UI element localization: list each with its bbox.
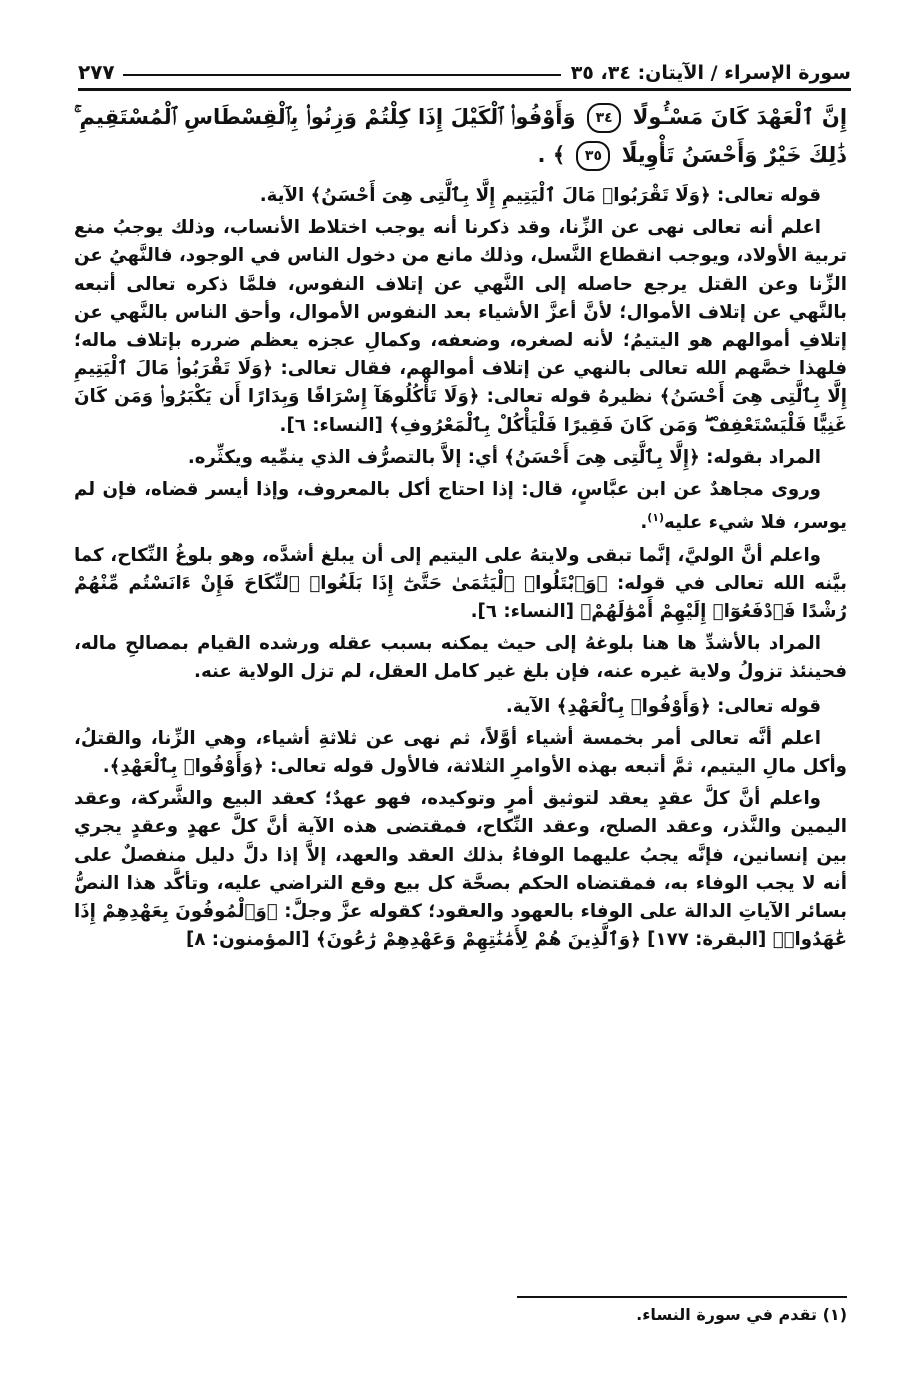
paragraph-text: وروى مجاهدٌ عن ابن عبَّاسٍ، قال: إذا احتاج أكل بالمعروف، وإذا أيسر قضاه، فإن لم يوسر، فلا شيء عليه <box>74 479 847 534</box>
paragraph-text: قوله تعالى: ﴿وَأَوْفُوا۟ بِٱلْعَهْدِ﴾ الآية. <box>505 695 821 717</box>
page-body <box>74 98 847 958</box>
running-title: سورة الإسراء / الآيتان: ٣٤، ٣٥ <box>570 62 851 84</box>
footnote-rule <box>517 1296 847 1298</box>
paragraph-text: واعلم أنَّ كلَّ عقدٍ يعقد لتوثيق أمرٍ وتوكيده، فهو عهدٌ؛ كعقد البيع والشَّركة، وعقد اليمين والنَّذر، وعقد الصلح، وعقد النِّكاح، فمقتضى هذه الآية أنَّ كلَّ عهدٍ وعقدٍ يجري بين إنسانين، فإنَّه يجبُ عليهما الوفاءُ بذلك العقد والعهد، إلاَّ إذا دلَّ دليل منفصلٌ على أنه لا يجب الوفاء به، فمقتضاه الحكم بصحَّة كل بيع وقع التراضي عليه، وتأكَّد هذا النصُّ بسائر الآياتِ الدالة على الوفاء بالعهود والعقود؛ كقوله عزَّ وجلَّ: ﴿وَٱلْمُوفُونَ بِعَهْدِهِمْ إِذَا عَٰهَدُوا۟﴾ [البقرة: ١٧٧] ﴿وَٱلَّذِينَ هُمْ لِأَمَٰنَٰتِهِمْ وَعَهْدِهِمْ رَٰعُونَ﴾ [المؤمنون: ٨] <box>74 788 847 951</box>
commentary-paragraph <box>74 725 847 781</box>
commentary-paragraph <box>74 444 847 472</box>
commentary-heading <box>74 693 847 721</box>
ayah-number-marker: ٣٥ <box>576 141 610 171</box>
commentary-paragraph <box>74 630 847 686</box>
commentary-heading <box>74 182 847 210</box>
paragraph-text: اعلم أنَّه تعالى أمر بخمسة أشياء أوَّلاً، ثم نهى عن ثلاثةِ أشياء، وهي الزِّنا، والقتلُ، وأكل مالِ اليتيم، ثمَّ أتبعه بهذه الأوامرِ الثلاثة، فالأول قوله تعالى: ﴿وَأَوْفُوا۟ بِٱلْعَهْدِ﴾. <box>74 727 847 777</box>
paragraph-text: واعلم أنَّ الوليَّ، إنَّما تبقى ولايتهُ على اليتيم إلى أن يبلغ أشدَّه، وهو بلوغُ النِّكاح، كما بيَّنه الله تعالى في قوله: ﴿وَٱبْتَلُوا۟ ٱلْيَتَٰمَىٰ حَتَّىٰٓ إِذَا بَلَغُوا۟ ٱلنِّكَاحَ فَإِنْ ءَانَسْتُم مِّنْهُمْ رُشْدًا فَٱدْفَعُوٓا۟ إِلَيْهِمْ أَمْوَٰلَهُمْ﴾ [النساء: ٦]. <box>74 544 847 622</box>
verse-text-35: وَأَوْفُوا۟ ٱلْكَيْلَ إِذَا كِلْتُمْ وَزِنُوا۟ بِٱلْقِسْطَاسِ ٱلْمُسْتَقِيمِ ۚ ذَٰلِكَ خَيْرٌ وَأَحْسَنُ تَأْوِيلًا <box>74 105 847 167</box>
footnote: (١) تقدم في سورة النساء. <box>636 1305 847 1324</box>
ayah-number-marker: ٣٤ <box>587 103 621 133</box>
footnote-reference: (١) <box>647 511 665 525</box>
quran-verse-block <box>74 98 847 174</box>
commentary-paragraph <box>74 542 847 627</box>
commentary-paragraph <box>74 214 847 440</box>
header-rule-fill <box>123 74 561 76</box>
verse-text-34: إِنَّ ٱلْعَهْدَ كَانَ مَسْـُٔولًا <box>632 105 848 129</box>
page-number: ٢٧٧ <box>78 60 115 84</box>
paragraph-text: قوله تعالى: ﴿وَلَا تَقْرَبُوا۟ مَالَ ٱلْيَتِيمِ إِلَّا بِٱلَّتِى هِىَ أَحْسَنُ﴾ الآية. <box>259 185 821 206</box>
footnotes <box>636 1305 847 1324</box>
paragraph-text: المراد بقوله: ﴿إِلَّا بِٱلَّتِى هِىَ أَحْسَنُ﴾ أي: إلاَّ بالتصرُّف الذي ينمِّيه ويكثِّره. <box>187 446 821 468</box>
header-rule <box>78 88 851 91</box>
verse-tail: ﴾ . <box>537 143 566 167</box>
paragraph-tail: . <box>640 512 648 534</box>
commentary-paragraph <box>74 785 847 954</box>
page-header <box>78 44 851 84</box>
commentary-paragraph <box>74 476 847 537</box>
paragraph-text: اعلم أنه تعالى نهى عن الزِّنا، وقد ذكرنا أنه يوجب اختلاط الأنساب، وذلك يوجبُ منع تربية الأولاد، ويوجب انقطاع النَّسل، وذلك مانع من دخول الناس في الوجود، فالنَّهيُ عن الزِّنا وعن القتل يرجع حاصله إلى النَّهي عن إتلاف النفوس، فلمَّا ذكره تعالى أتبعه بالنَّهي عن إتلاف الأموال؛ لأنَّ أعزَّ الأشياء بعد النفوس الأموال، وأحق الناس بالنَّهي عن إتلافِ أموالهم هو اليتيمُ؛ لأنه لصغره، وضعفه، وكمالِ عجزه يعظم ضرره بإتلاف ماله؛ فلهذا خصَّهم الله تعالى بالنهي عن إتلاف أموالهم، فقال تعالى: ﴿وَلَا تَقْرَبُوا۟ مَالَ ٱلْيَتِيمِ إِلَّا بِٱلَّتِى هِىَ أَحْسَنُ﴾ نظيرهُ قوله تعالى: ﴿وَلَا تَأْكُلُوهَآ إِسْرَافًا وَبِدَارًا أَن يَكْبَرُوا۟ وَمَن كَانَ غَنِيًّا فَلْيَسْتَعْفِفْ ۖ وَمَن كَانَ فَقِيرًا فَلْيَأْكُلْ بِٱلْمَعْرُوفِ﴾ [النساء: ٦]. <box>74 217 847 436</box>
paragraph-text: المراد بالأشدِّ ها هنا بلوغهُ إلى حيث يمكنه بسبب عقله ورشده القيام بمصالحِ ماله، فحينئذ تزولُ ولاية غيره عنه، فإن بلغ غير كامل العقل، لم تزل الولاية عنه. <box>74 633 847 683</box>
